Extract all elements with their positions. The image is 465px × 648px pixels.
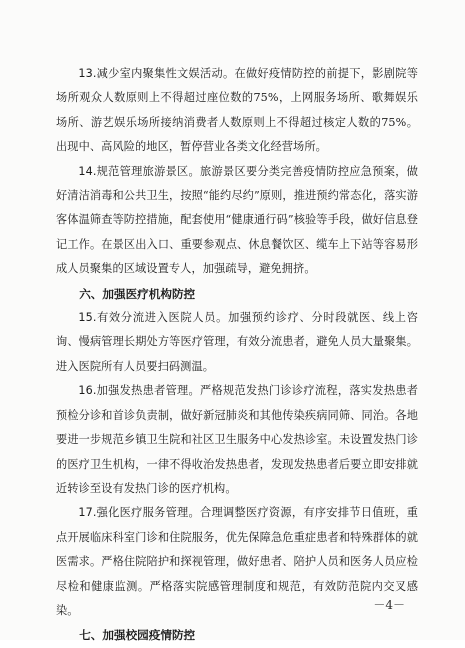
paragraph-17-text: 合理调整医疗资源，有序安排节日值班，重点开展临床科室门诊和住院服务，优先保障急危重症患者和特殊群体的就医需求。严格住院陪护和探视管理，做好患者、陪护人员和医务人员应检尽检和健康监测。严格落实院感管理制度和规范，有效防范院内交叉感染。 [56, 506, 419, 617]
paragraph-14-text: 旅游景区要分类完善疫情防控应急预案，做好清洁消毒和公共卫生，按照“能约尽约”原则，推进预约常态化，落实游客体温筛查等防控措施，配套使用“健康通行码”核验等手段，做好信息登记工作。在景区出入口、重要参观点、休息餐饮区、缆车上下站等容易形成人员聚集的区域设置专人，加强疏导，避免拥挤。 [56, 164, 419, 276]
paragraph-15-text: 加强预约诊疗、分时段就医、线上咨询、慢病管理长期处方等医疗管理，有效分流患者，避免人员大量聚集。进入医院所有人员要扫码测温。 [56, 311, 418, 373]
paragraph-13 [56, 62, 418, 160]
paragraph-17 [56, 501, 418, 623]
page-number: －4－ [373, 598, 405, 612]
paragraph-17-lead: 17.强化医疗服务管理。 [78, 506, 201, 520]
paragraph-16 [56, 379, 418, 501]
paragraph-13-lead: 13.减少室内聚集性文娱活动。 [78, 67, 235, 80]
paragraph-14 [56, 160, 418, 282]
paragraph-15 [56, 306, 418, 379]
paragraph-16-lead: 16.加强发热患者管理。 [78, 384, 201, 398]
paragraph-13-text: 在做好疫情防控的前提下，影剧院等场所观众人数原则上不得超过座位数的75%，上网服务场所、歌舞娱乐场所、游艺娱乐场所接纳消费者人数原则上不得超过核定人数的75%。出现中、高风险的地区，暂停营业各类文化经营场所。 [56, 67, 418, 154]
section-heading-7: 七、加强校园疫情防控 [79, 628, 196, 643]
section-heading-6: 六、加强医疗机构防控 [79, 286, 196, 301]
paragraph-14-lead: 14.规范管理旅游景区。 [78, 164, 201, 178]
paragraph-15-lead: 15.有效分流进入医院人员。 [78, 311, 229, 325]
document-body [56, 62, 418, 648]
paragraph-16-text: 严格规范发热门诊诊疗流程，落实发热患者预检分诊和首诊负责制，做好新冠肺炎和其他传染疾病同筛、同治。各地要进一步规范乡镇卫生院和社区卫生服务中心发热诊室。未设置发热门诊的医疗卫生机构，一律不得收治发热患者，发现发热患者后要立即安排就近转诊至设有发热门诊的医疗机构。 [56, 384, 419, 495]
